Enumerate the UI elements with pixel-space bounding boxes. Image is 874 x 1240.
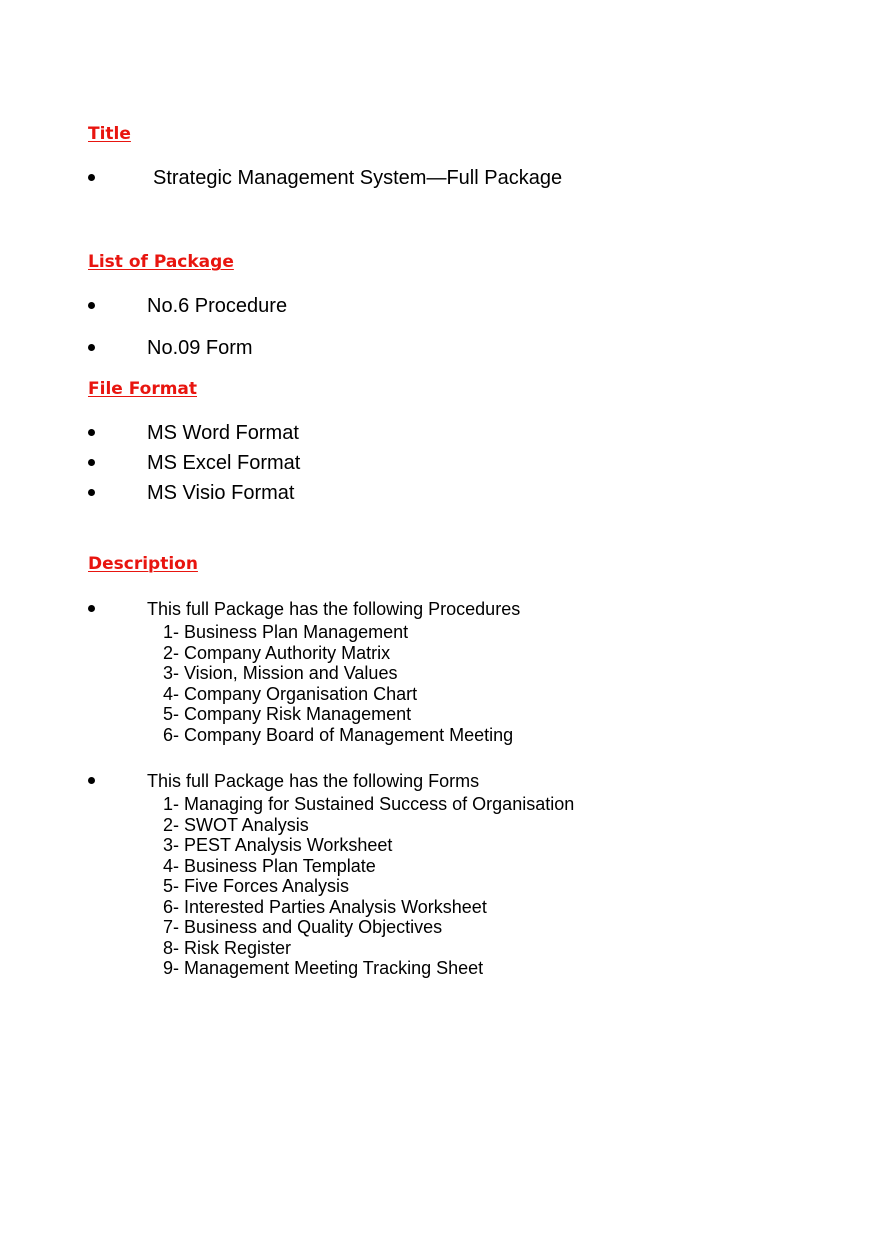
bullet-icon (88, 302, 95, 309)
form-item: 8- Risk Register (163, 937, 292, 958)
format-item-text: MS Word Format (147, 422, 299, 444)
forms-intro-text: This full Package has the following Forms (147, 771, 480, 791)
format-item-text: MS Excel Format (147, 452, 301, 474)
forms-list (163, 794, 574, 979)
bullet-icon (88, 174, 95, 181)
form-item: 3- PEST Analysis Worksheet (163, 835, 393, 855)
form-item: 2- SWOT Analysis (163, 814, 309, 835)
format-item-text: MS Visio Format (147, 482, 295, 504)
title-heading: Title (88, 124, 131, 144)
procedures-intro-text: This full Package has the following Procedures (147, 599, 521, 619)
bullet-icon (88, 344, 95, 351)
bullet-icon (88, 459, 95, 466)
form-item: 5- Five Forces Analysis (163, 876, 350, 896)
procedures-list (163, 622, 513, 745)
file-format-heading: File Format (88, 379, 198, 399)
bullet-icon (88, 489, 95, 496)
bullet-icon (88, 429, 95, 436)
procedure-item: 5- Company Risk Management (163, 704, 412, 724)
form-item: 7- Business and Quality Objectives (163, 917, 443, 937)
package-item-text: No.6 Procedure (147, 295, 288, 317)
title-item-text: Strategic Management System—Full Package (153, 167, 563, 189)
form-item: 6- Interested Parties Analysis Worksheet (163, 896, 487, 917)
form-item: 4- Business Plan Template (163, 855, 376, 876)
procedure-item: 4- Company Organisation Chart (163, 683, 418, 704)
package-heading: List of Package (88, 252, 234, 272)
bullet-icon (88, 605, 95, 612)
bullet-icon (88, 777, 95, 784)
description-heading: Description (88, 554, 198, 574)
procedure-item: 2- Company Authority Matrix (163, 642, 391, 663)
form-item: 1- Managing for Sustained Success of Organisation (163, 794, 575, 814)
form-item: 9- Management Meeting Tracking Sheet (163, 958, 484, 978)
package-item-text: No.09 Form (147, 337, 253, 359)
procedure-item: 1- Business Plan Management (163, 622, 409, 642)
procedure-item: 3- Vision, Mission and Values (163, 663, 398, 683)
procedure-item: 6- Company Board of Management Meeting (163, 724, 514, 745)
